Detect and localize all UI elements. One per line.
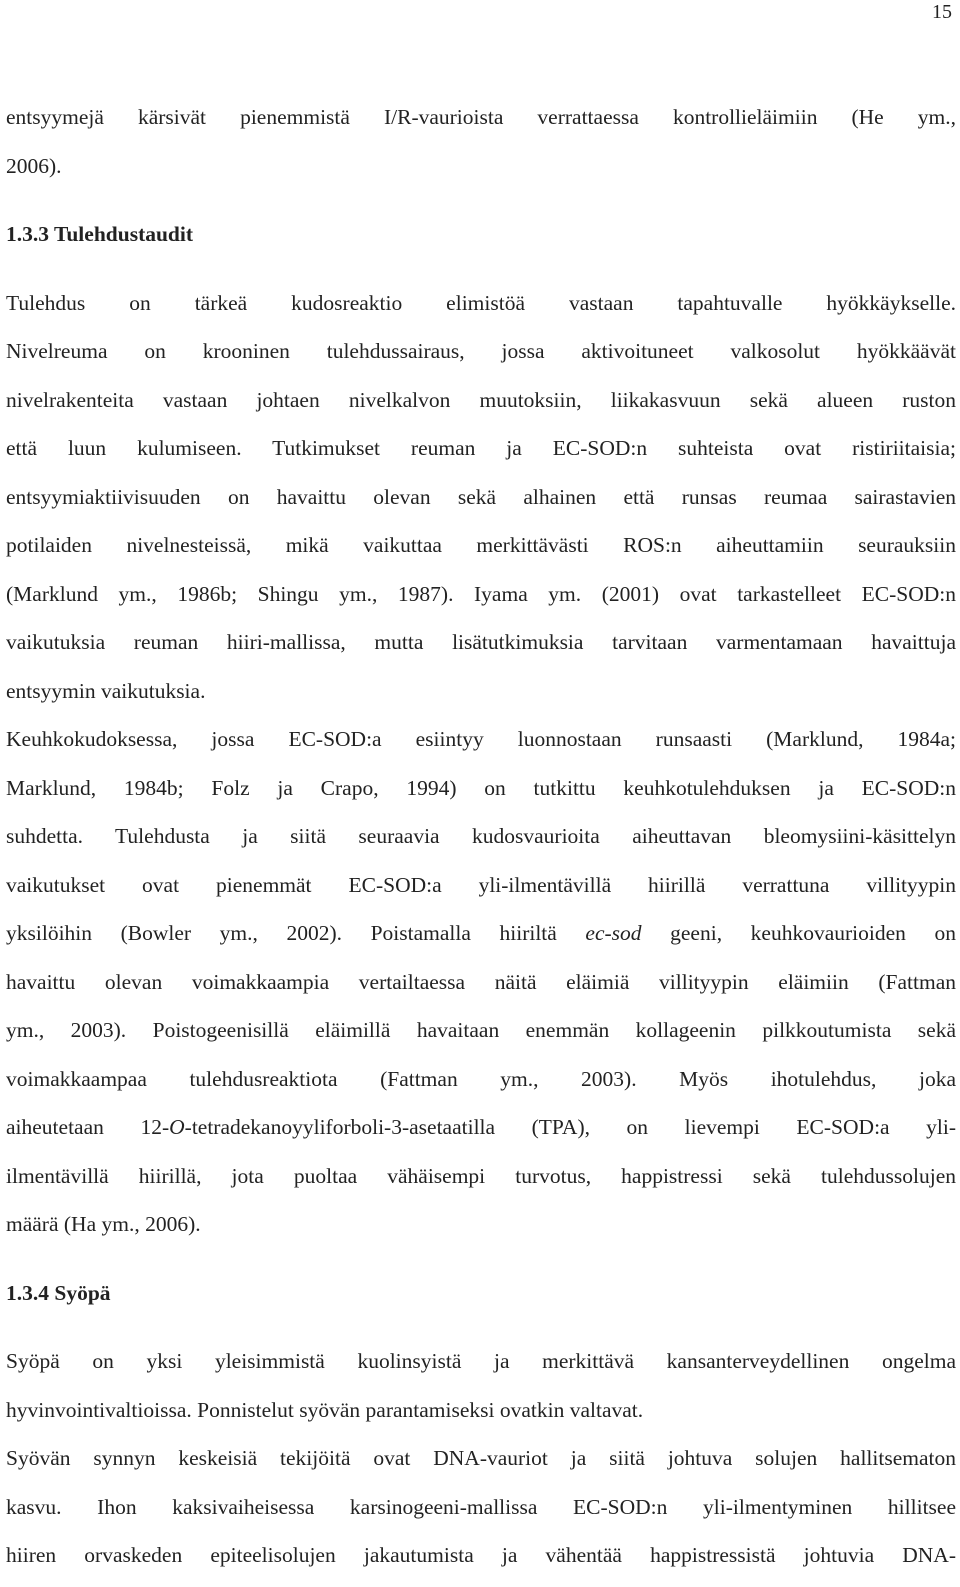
text-line — [6, 1110, 956, 1159]
text-line: ilmentävillä hiirillä, jota puoltaa vähäisempi turvotus, happistressi sekä tulehdussolujen — [6, 1163, 956, 1188]
text-fragment: -tetradekanoyyliforboli-3-asetaatilla (TPA), on lievempi EC-SOD:a yli- — [184, 1115, 957, 1139]
document-body — [6, 100, 956, 1587]
text-line: havaittu olevan voimakkaampia vertailtaessa näitä eläimiä villityypin eläimiin (Fattman — [6, 969, 956, 994]
chemical-prefix-italic: O — [169, 1115, 185, 1139]
section-heading: 1.3.4 Syöpä — [6, 1280, 111, 1305]
text-line: nivelrakenteita vastaan johtaen nivelkalvon muutoksiin, liikakasvuun sekä alueen ruston — [6, 387, 956, 412]
text-line: voimakkaampaa tulehdusreaktiota (Fattman ym., 2003). Myös ihotulehdus, joka — [6, 1066, 956, 1091]
text-fragment: yksilöihin (Bowler ym., 2002). Poistamalla hiiriltä — [6, 921, 557, 945]
page-number: 15 — [932, 1, 952, 23]
text-line: Nivelreuma on krooninen tulehdussairaus, jossa aktivoituneet valkosolut hyökkäävät — [6, 339, 956, 363]
gene-name-italic: ec-sod — [585, 921, 642, 945]
text-line: Syövän synnyn keskeisiä tekijöitä ovat DNA-vauriot ja siitä johtuva solujen hallitsematon — [6, 1446, 956, 1470]
text-line — [6, 916, 956, 965]
text-line: ym., 2003). Poistogeenisillä eläimillä havaitaan enemmän kollageenin pilkkoutumista sekä — [6, 1018, 956, 1042]
text-line: vaikutukset ovat pienemmät EC-SOD:a yli-ilmentävillä hiirillä verrattuna villityypin — [6, 872, 956, 897]
text-line: 2006). — [6, 153, 62, 178]
text-line: Keuhkokudoksessa, jossa EC-SOD:a esiintyy luonnostaan runsaasti (Marklund, 1984a; — [6, 727, 956, 751]
text-line: entsyymejä kärsivät pienemmistä I/R-vaurioista verrattaessa kontrollieläimiin (He ym., — [6, 105, 956, 129]
text-line: että luun kulumiseen. Tutkimukset reuman ja EC-SOD:n suhteista ovat ristiriitaisia; — [6, 436, 956, 460]
text-line: hyvinvointivaltioissa. Ponnistelut syövän parantamiseksi ovatkin valtavat. — [6, 1397, 644, 1422]
text-line: määrä (Ha ym., 2006). — [6, 1212, 201, 1236]
text-line: potilaiden nivelnesteissä, mikä vaikuttaa merkittävästi ROS:n aiheuttamiin seurauksiin — [6, 533, 956, 557]
text-line: Tulehdus on tärkeä kudosreaktio elimistöä vastaan tapahtuvalle hyökkäykselle. — [6, 290, 956, 315]
text-line: kasvu. Ihon kaksivaiheisessa karsinogeeni-mallissa EC-SOD:n yli-ilmentyminen hillitsee — [6, 1494, 956, 1519]
text-fragment: geeni, keuhkovaurioiden on — [670, 921, 956, 945]
text-line: vaikutuksia reuman hiiri-mallissa, mutta lisätutkimuksia tarvitaan varmentamaan havaittuja — [6, 630, 956, 654]
text-fragment: aiheutetaan 12- — [6, 1115, 170, 1139]
text-line: (Marklund ym., 1986b; Shingu ym., 1987). Iyama ym. (2001) ovat tarkastelleet EC-SOD:n — [6, 581, 956, 606]
text-line: Marklund, 1984b; Folz ja Crapo, 1994) on tutkittu keuhkotulehduksen ja EC-SOD:n — [6, 775, 956, 800]
text-line: suhdetta. Tulehdusta ja siitä seuraavia kudosvaurioita aiheuttavan bleomysiini-käsittelyn — [6, 824, 956, 848]
text-line: entsyymiaktiivisuuden on havaittu olevan sekä alhainen että runsas reumaa sairastavien — [6, 484, 956, 509]
text-line: Syöpä on yksi yleisimmistä kuolinsyistä ja merkittävä kansanterveydellinen ongelma — [6, 1349, 956, 1373]
text-line: hiiren orvaskeden epiteelisolujen jakautumista ja vähentää happistressistä johtuvia DNA- — [6, 1543, 956, 1567]
section-heading: 1.3.3 Tulehdustaudit — [6, 222, 194, 246]
text-line: entsyymin vaikutuksia. — [6, 678, 206, 703]
